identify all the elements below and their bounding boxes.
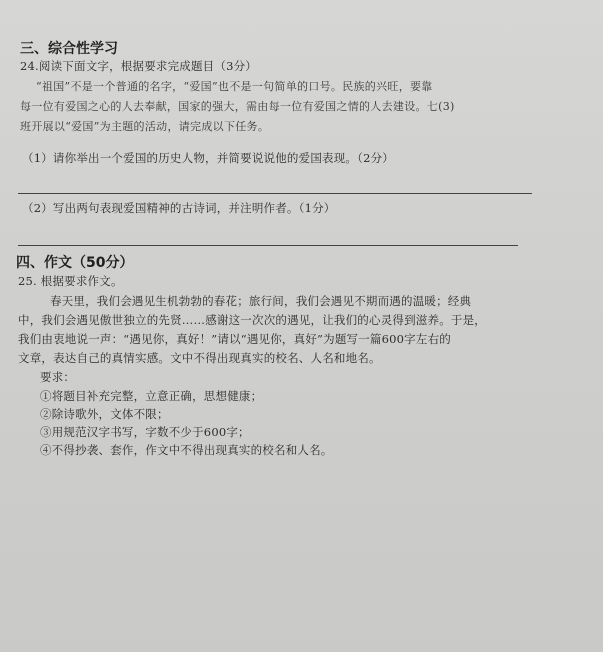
prompt-line-2: 中，我们会遇见傲世独立的先贤……感谢这一次次的遇见，让我们的心灵得到滋养。于是， [18,313,486,327]
prompt-line-3: 我们由衷地说一声：“遇见你，真好！”请以“遇见你，真好”为题写一篇600字左右的 [18,332,451,346]
requirement-4: ④不得抄袭、套作，作文中不得出现真实的校名和人名。 [40,443,333,457]
prompt-line-4: 文章，表达自己的真情实感。文中不得出现真实的校名、人名和地名。 [18,351,381,365]
section3-heading: 三、综合性学习 [20,41,118,57]
q24-stem: 24.阅读下面文字，根据要求完成题目（3分） [20,59,258,73]
prompt-line-1: 春天里，我们会遇见生机勃勃的春花；旅行间，我们会遇见不期而遇的温暖；经典 [50,294,472,308]
answer-line-1 [18,193,532,194]
passage-line-2: 每一位有爱国之心的人去奉献，国家的强大，需由每一位有爱国之情的人去建设。七(3) [20,100,455,113]
q24-sub1: （1）请你举出一个爱国的历史人物，并简要说说他的爱国表现。（2分） [22,151,394,165]
requirement-3: ③用规范汉字书写，字数不少于600字； [40,425,250,439]
q24-sub2: （2）写出两句表现爱国精神的古诗词，并注明作者。（1分） [22,201,336,215]
passage-line-3: 班开展以“爱国”为主题的活动，请完成以下任务。 [20,120,270,133]
requirements-label: 要求： [40,370,76,384]
q25-stem: 25. 根据要求作文。 [18,274,123,288]
section4-heading: 四、作文（50分） [16,255,134,271]
answer-line-2 [18,245,518,246]
requirement-2: ②除诗歌外，文体不限； [40,407,169,421]
passage-line-1: “祖国”不是一个普通的名字，“爱国”也不是一句简单的口号。民族的兴旺，要靠 [36,80,433,93]
requirement-1: ①将题目补充完整，立意正确，思想健康； [40,389,263,403]
